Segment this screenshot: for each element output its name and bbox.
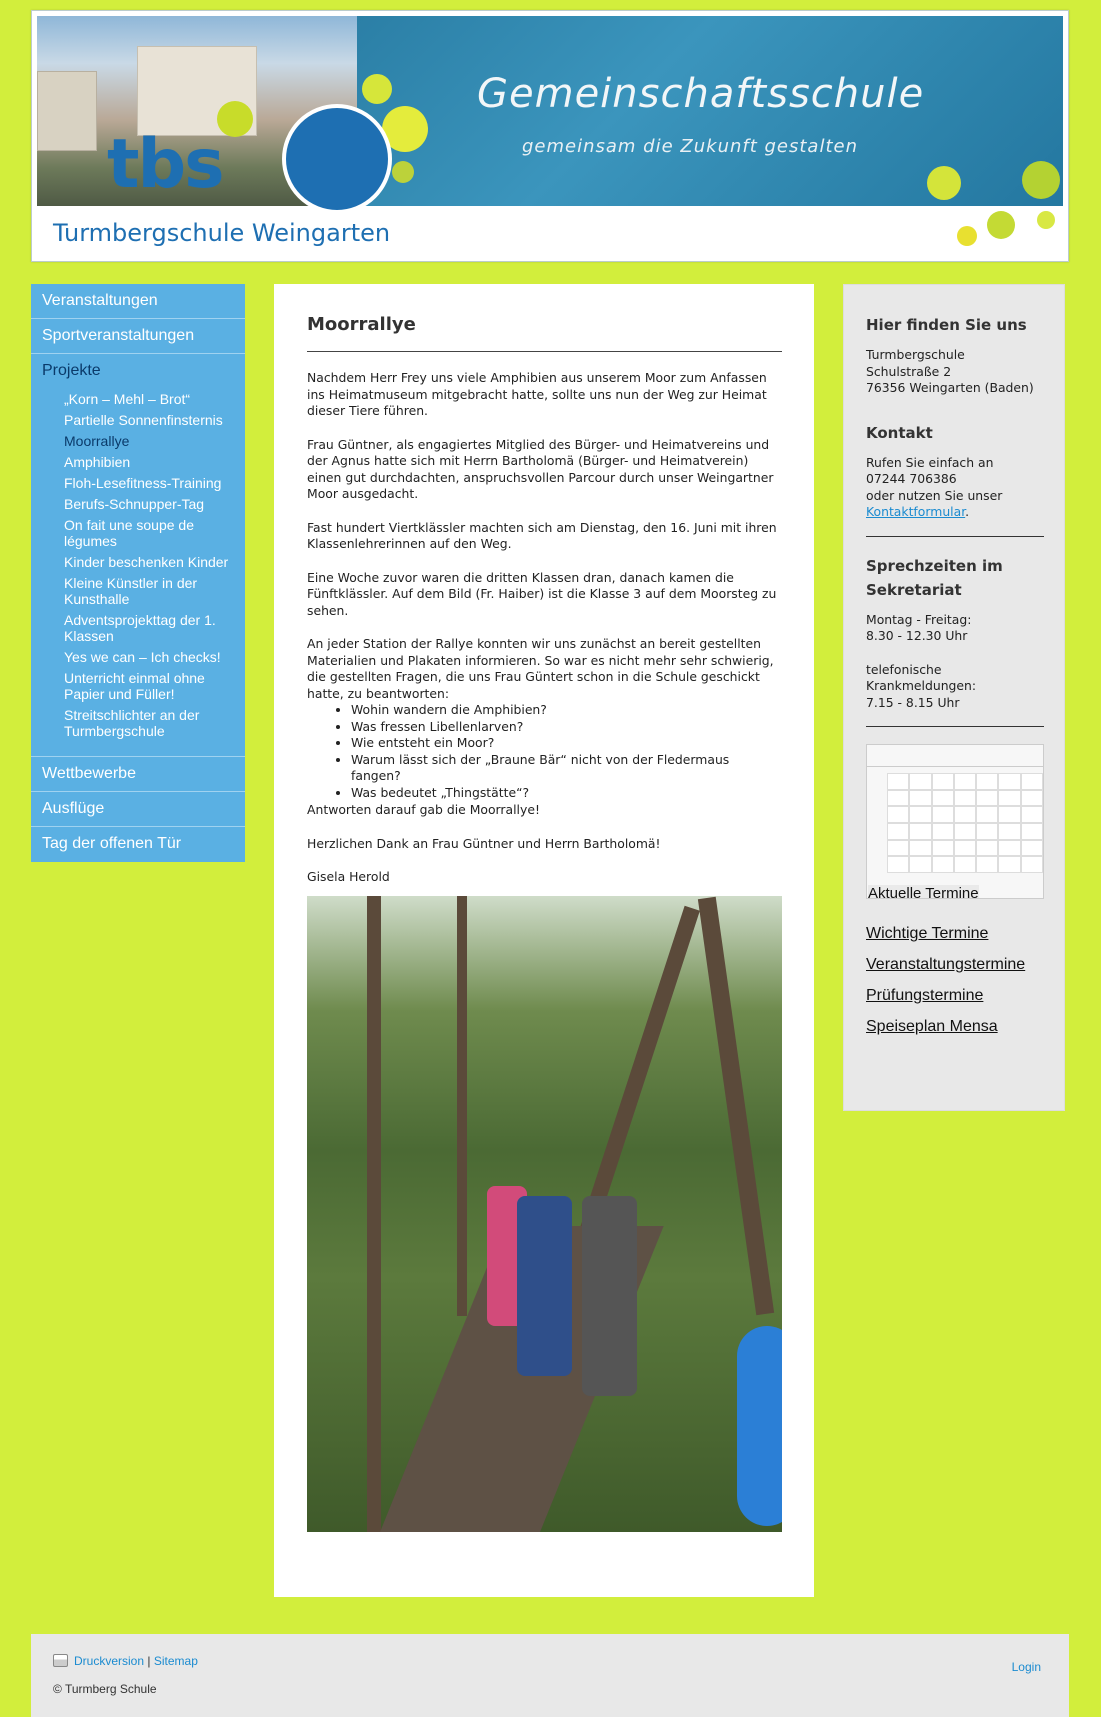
article-paragraph: An jeder Station der Rallye konnten wir uns zunächst an bereit gestellten Materialien und Plakaten informieren. So war es nicht mehr sehr schwierig, die gestellten Fragen, die uns Frau Güntert schon in die Schule geschickt hatte, zu beantworten: bbox=[307, 636, 774, 701]
page-title: Moorrallye bbox=[307, 314, 782, 352]
subnav-item[interactable]: Unterricht einmal ohne Papier und Füller! bbox=[64, 670, 205, 702]
question-list bbox=[307, 702, 782, 801]
moor-boardwalk-photo bbox=[307, 896, 782, 1532]
photo-tree bbox=[457, 896, 467, 1316]
contact-suffix: . bbox=[965, 504, 970, 519]
address-line: 76356 Weingarten (Baden) bbox=[866, 380, 1034, 395]
bubble-decoration bbox=[1022, 161, 1060, 199]
contact-line: Rufen Sie einfach an bbox=[866, 454, 994, 470]
divider bbox=[866, 536, 1044, 537]
list-item: • Warum lässt sich der „Braune Bär“ nicht von der Fledermaus fangen? bbox=[351, 752, 782, 785]
address-line: Turmbergschule bbox=[866, 347, 965, 362]
bubble-decoration bbox=[362, 74, 392, 104]
link-wichtige-termine[interactable]: Wichtige Termine bbox=[866, 925, 989, 942]
contact-heading: Kontakt bbox=[866, 423, 933, 442]
contact-form-line bbox=[866, 504, 1044, 521]
article-paragraph: Nachdem Herr Frey uns viele Amphibien aus unserem Moor zum Anfassen ins Heimatmuseum mitgebracht hatte, sollte uns nun der Weg zur Heimat dieser Tiere führen. bbox=[307, 370, 767, 418]
printer-icon[interactable] bbox=[53, 1654, 68, 1667]
subnav-item[interactable]: Kinder beschenken Kinder bbox=[64, 554, 229, 570]
sidebar bbox=[843, 284, 1065, 1111]
main-content bbox=[274, 284, 814, 1597]
nav-item-veranstaltungen[interactable]: Veranstaltungen bbox=[31, 284, 245, 319]
calendar-grid bbox=[887, 773, 1043, 873]
logo-circle bbox=[282, 104, 392, 214]
sitemap-link[interactable]: Sitemap bbox=[153, 1654, 198, 1668]
print-version-link[interactable]: Druckversion bbox=[74, 1654, 145, 1668]
list-item: • Wohin wandern die Amphibien? bbox=[351, 702, 782, 719]
header-banner[interactable] bbox=[37, 16, 1063, 254]
list-item: • Was bedeutet „Thingstätte“? bbox=[351, 785, 782, 802]
photo-tree bbox=[367, 896, 381, 1532]
photo-child bbox=[737, 1326, 782, 1526]
article-paragraph: Frau Güntner, als engagiertes Mitglied des Bürger- und Heimatvereins und der Agnus hatte sich mit Herrn Bartholomä (Bürger- und Heimatverein) einen gut durchdachten, anspruchsvollen Parcour durch unser Weingartner Moor ausgedacht. bbox=[307, 436, 774, 501]
nav-item-tag-der-offenen-tuer[interactable]: Tag der offenen Tür bbox=[42, 835, 182, 852]
photo-tree bbox=[698, 896, 774, 1314]
list-item: • Wie entsteht ein Moor? bbox=[351, 735, 782, 752]
hours-heading: Sprechzeiten im Sekretariat bbox=[866, 556, 1003, 599]
article-thanks: Herzlichen Dank an Frau Güntner und Herrn Bartholomä! bbox=[307, 835, 661, 851]
subnav-item[interactable]: Partielle Sonnenfinsternis bbox=[64, 412, 223, 428]
photo-building-left bbox=[37, 71, 97, 151]
hours-line: Montag - Freitag: bbox=[866, 611, 972, 627]
calendar-caption[interactable]: Aktuelle Termine bbox=[868, 885, 979, 899]
find-us-heading: Hier finden Sie uns bbox=[866, 316, 1027, 334]
bubble-decoration bbox=[957, 226, 977, 246]
article-author: Gisela Herold bbox=[307, 869, 390, 884]
bubble-decoration bbox=[927, 166, 961, 200]
photo-child bbox=[517, 1196, 572, 1376]
list-item: • Was fressen Libellenlarven? bbox=[351, 719, 782, 736]
contact-phone: 07244 706386 bbox=[866, 471, 957, 486]
link-veranstaltungstermine[interactable]: Veranstaltungstermine bbox=[866, 956, 1026, 973]
nav-item-sportveranstaltungen[interactable]: Sportveranstaltungen bbox=[31, 319, 245, 354]
subnav-item[interactable]: Streitschlichter an der Turmbergschule bbox=[64, 707, 200, 739]
subnav-item[interactable]: On fait une soupe de légumes bbox=[64, 517, 194, 549]
hours-line: 8.30 - 12.30 Uhr bbox=[866, 628, 968, 643]
nav-item-projekte[interactable]: Projekte bbox=[42, 362, 101, 379]
subnav-item[interactable]: Yes we can – Ich checks! bbox=[64, 649, 221, 665]
header bbox=[31, 10, 1069, 262]
photo-child bbox=[582, 1196, 637, 1396]
subnav-item[interactable]: Amphibien bbox=[64, 454, 131, 470]
nav-item-ausfluege[interactable]: Ausflüge bbox=[31, 792, 245, 827]
footer-links bbox=[53, 1654, 198, 1668]
article-paragraph: Fast hundert Viertklässler machten sich am Dienstag, den 16. Juni mit ihren Klassenlehrerinnen auf den Weg. bbox=[307, 519, 777, 551]
article bbox=[307, 314, 782, 1532]
copyright: © Turmberg Schule bbox=[53, 1682, 157, 1696]
subnav-item[interactable]: Kleine Künstler in der Kunsthalle bbox=[64, 575, 198, 607]
main-navigation bbox=[31, 284, 245, 862]
sidebar-content bbox=[866, 313, 1044, 1049]
subnav-item[interactable]: Floh-Lesefitness-Training bbox=[64, 475, 222, 491]
nav-item-wettbewerbe[interactable]: Wettbewerbe bbox=[31, 757, 245, 792]
contact-line: oder nutzen Sie unser bbox=[866, 487, 1003, 503]
calendar-widget[interactable] bbox=[866, 744, 1044, 899]
motto-sub: gemeinsam die Zukunft gestalten bbox=[522, 136, 859, 157]
subnav-item-current[interactable]: Moorrallye bbox=[64, 433, 130, 449]
login-link[interactable]: Login bbox=[1011, 1660, 1041, 1674]
article-answer: Antworten darauf gab die Moorrallye! bbox=[307, 802, 540, 817]
subnav-projekte bbox=[31, 389, 245, 757]
divider bbox=[866, 726, 1044, 727]
calendar-toolbar bbox=[867, 745, 1043, 767]
subnav-item[interactable]: Berufs-Schnupper-Tag bbox=[64, 496, 205, 512]
sick-call-line: telefonische Krankmeldungen: bbox=[866, 661, 977, 693]
bubble-decoration bbox=[987, 211, 1015, 239]
article-paragraph: Eine Woche zuvor waren die dritten Klassen dran, danach kamen die Fünftklässler. Auf dem Bild (Fr. Haiber) ist die Klasse 3 auf dem Moorsteg zu sehen. bbox=[307, 569, 777, 618]
bubble-decoration bbox=[392, 161, 414, 183]
link-speiseplan-mensa[interactable]: Speiseplan Mensa bbox=[866, 1018, 998, 1035]
address-line: Schulstraße 2 bbox=[866, 363, 952, 379]
bubble-decoration bbox=[1037, 211, 1055, 229]
logo-text: tbs bbox=[107, 125, 223, 204]
footer-separator: | bbox=[147, 1654, 151, 1668]
sick-call-hours: 7.15 - 8.15 Uhr bbox=[866, 694, 960, 710]
subnav-item[interactable]: „Korn – Mehl – Brot“ bbox=[64, 391, 191, 407]
footer bbox=[31, 1634, 1069, 1717]
school-name: Turmbergschule Weingarten bbox=[53, 219, 391, 247]
contact-form-link[interactable]: Kontaktformular bbox=[866, 504, 966, 519]
subnav-item[interactable]: Adventsprojekttag der 1. Klassen bbox=[64, 612, 216, 644]
motto-main: Gemeinschaftsschule bbox=[477, 71, 925, 117]
link-pruefungstermine[interactable]: Prüfungstermine bbox=[866, 987, 984, 1004]
